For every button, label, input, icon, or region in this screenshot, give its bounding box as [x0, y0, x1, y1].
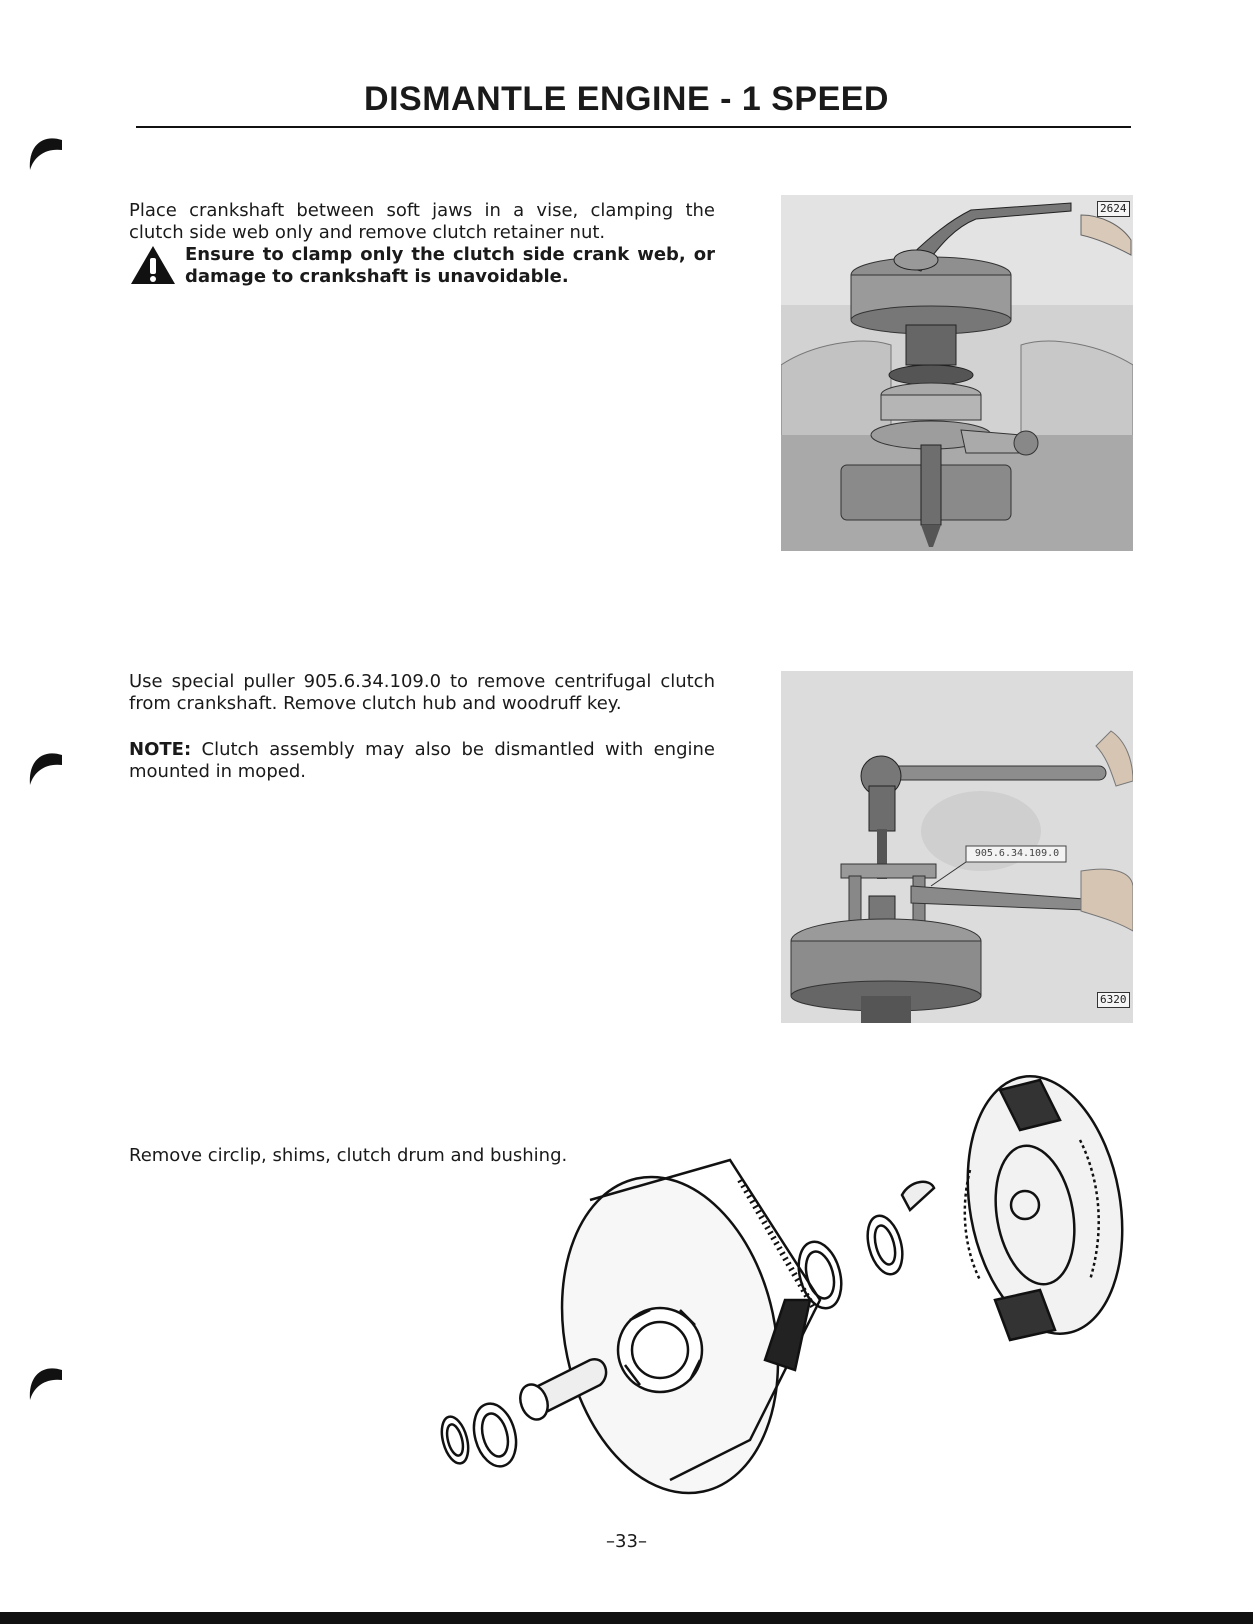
- warning-text: Ensure to clamp only the clutch side crank web, or damage to crankshaft is unavoidable.: [185, 244, 715, 287]
- binder-hole-middle: [22, 745, 68, 791]
- note-block: [129, 739, 715, 783]
- note-label: NOTE:: [129, 739, 192, 760]
- tool-label: 905.6.34.109.0: [974, 848, 1060, 859]
- photo-clamp-crankshaft: [781, 195, 1133, 551]
- figure-number-2624: 2624: [1097, 201, 1130, 217]
- step-1-text: Place crankshaft between soft jaws in a vise, clamping the clutch side web only and remove clutch retainer nut.: [129, 200, 715, 243]
- step-3-text: Remove circlip, shims, clutch drum and bushing.: [129, 1145, 568, 1166]
- warning-icon: [129, 244, 185, 290]
- scan-bottom-edge: [0, 1612, 1253, 1624]
- warning-block: [129, 244, 715, 290]
- note-text: Clutch assembly may also be dismantled with engine mounted in moped.: [129, 739, 715, 782]
- figure-number-6320: 6320: [1097, 992, 1130, 1008]
- diagram-clutch-exploded-view: [440, 1060, 1140, 1510]
- step-2-text: Use special puller 905.6.34.109.0 to remove centrifugal clutch from crankshaft. Remove clutch hub and woodruff key.: [129, 671, 715, 714]
- title-rule: [136, 126, 1131, 128]
- binder-hole-top: [22, 130, 68, 176]
- binder-hole-bottom: [22, 1360, 68, 1406]
- page-number: –33–: [606, 1531, 647, 1552]
- page-title: DISMANTLE ENGINE - 1 SPEED: [364, 80, 889, 118]
- photo-special-puller: [781, 671, 1133, 1023]
